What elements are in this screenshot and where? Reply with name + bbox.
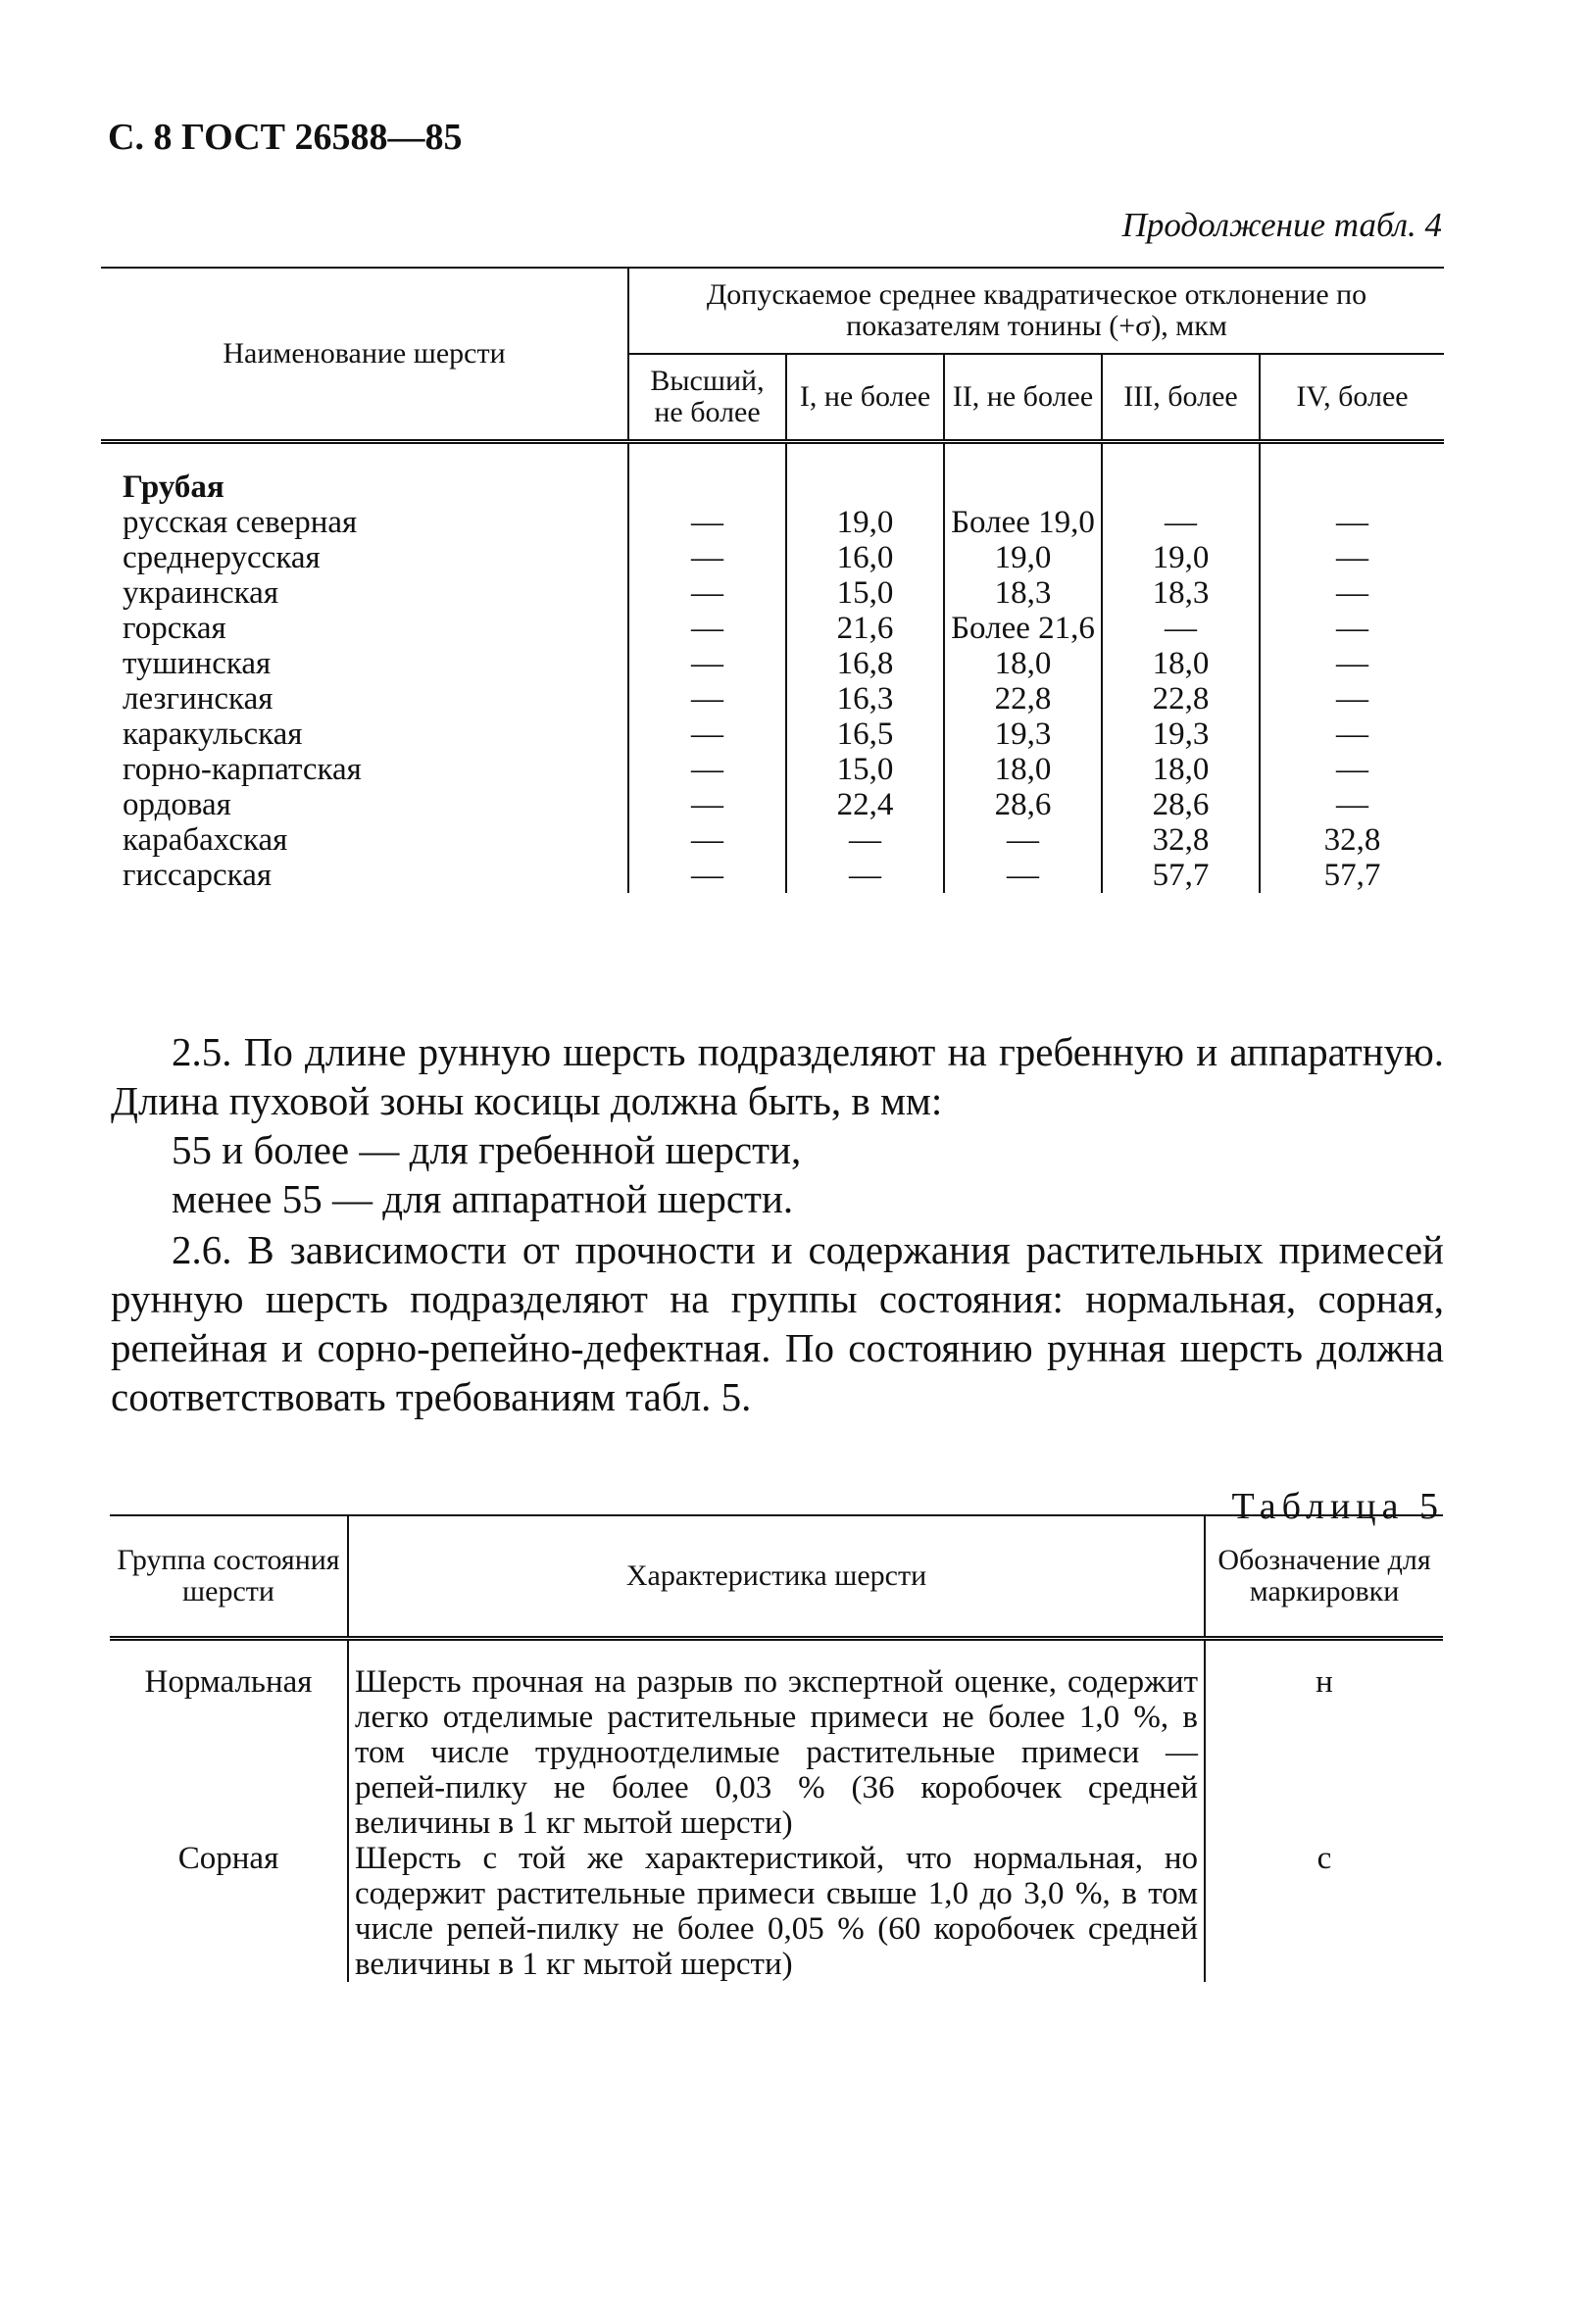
cell: 22,8 bbox=[944, 681, 1102, 717]
wool-name: каракульская bbox=[123, 717, 303, 752]
cell: 18,0 bbox=[1102, 646, 1260, 681]
cell: 18,0 bbox=[944, 646, 1102, 681]
col-header-group: Группа состояния шерсти bbox=[110, 1515, 348, 1639]
col-header-name: Наименование шерсти bbox=[101, 268, 628, 442]
col-header-marking: Обозначение для маркировки bbox=[1205, 1515, 1443, 1639]
cell: — bbox=[944, 858, 1102, 893]
cell: — bbox=[786, 822, 944, 858]
table-row bbox=[101, 822, 1444, 858]
table-5-caption: Таблица 5 bbox=[1231, 1486, 1444, 1527]
wool-name: горно-карпатская bbox=[123, 752, 362, 787]
cell: — bbox=[1102, 611, 1260, 646]
cell: — bbox=[628, 540, 786, 575]
subcol-header: I, не более bbox=[786, 354, 944, 442]
wool-name: украинская bbox=[123, 575, 279, 611]
cell: 19,0 bbox=[786, 505, 944, 540]
cell: — bbox=[944, 822, 1102, 858]
cell: — bbox=[1260, 787, 1444, 822]
group-name: Нормальная bbox=[144, 1664, 313, 1700]
group-name: Сорная bbox=[177, 1841, 279, 1876]
wool-name: ордовая bbox=[123, 787, 231, 822]
cell: — bbox=[1260, 646, 1444, 681]
table-row bbox=[101, 681, 1444, 717]
cell: 16,0 bbox=[786, 540, 944, 575]
description: Шерсть с той же характеристикой, что нормальная, но содержит растительные примеси свыше 1,0 до 3,0 %, в том числе репей-пилку не более 0,05 % (60 коробочек средней величины в 1 кг мытой шерсти) bbox=[348, 1841, 1205, 1982]
table-row bbox=[110, 1841, 1443, 1982]
cell: — bbox=[628, 752, 786, 787]
table-row bbox=[101, 787, 1444, 822]
cell: — bbox=[628, 681, 786, 717]
table-row bbox=[101, 752, 1444, 787]
cell: — bbox=[786, 858, 944, 893]
cell: 15,0 bbox=[786, 752, 944, 787]
subcol-header: Высший, не более bbox=[628, 354, 786, 442]
col-header-group: Допускаемое среднее квадратическое отклонение по показателям тонины (+σ), мкм bbox=[628, 268, 1444, 354]
cell: 32,8 bbox=[1102, 822, 1260, 858]
paragraph-2-6: 2.6. В зависимости от прочности и содержания растительных примесей рунную шерсть подразделяют на группы состояния: нормальная, сорная, репейная и сорно-репейно-дефектная. По состоянию рунная шерсть должна соответствовать требованиям табл. 5. bbox=[111, 1227, 1444, 1419]
cell: 19,3 bbox=[944, 717, 1102, 752]
wool-name: карабахская bbox=[123, 822, 288, 858]
cell: — bbox=[628, 611, 786, 646]
marking: с bbox=[1316, 1841, 1332, 1876]
cell: — bbox=[628, 858, 786, 893]
cell: — bbox=[628, 822, 786, 858]
table-row bbox=[101, 505, 1444, 540]
cell: 22,4 bbox=[786, 787, 944, 822]
table-5 bbox=[110, 1514, 1443, 1982]
cell: — bbox=[628, 575, 786, 611]
cell: 19,0 bbox=[944, 540, 1102, 575]
cell: 15,0 bbox=[786, 575, 944, 611]
cell: 32,8 bbox=[1260, 822, 1444, 858]
table-row bbox=[101, 575, 1444, 611]
cell: 18,3 bbox=[1102, 575, 1260, 611]
cell: — bbox=[1260, 752, 1444, 787]
subcol-header: IV, более bbox=[1260, 354, 1444, 442]
cell: — bbox=[1102, 505, 1260, 540]
wool-name: среднерусская bbox=[123, 540, 321, 575]
group-label: Грубая bbox=[123, 470, 224, 505]
table-row bbox=[110, 1639, 1443, 1842]
cell: 18,0 bbox=[944, 752, 1102, 787]
cell: 28,6 bbox=[1102, 787, 1260, 822]
cell: 18,3 bbox=[944, 575, 1102, 611]
paragraph-2-5-item-2: менее 55 — для аппаратной шерсти. bbox=[172, 1176, 794, 1221]
cell: 16,8 bbox=[786, 646, 944, 681]
wool-name: горская bbox=[123, 611, 226, 646]
wool-name: гиссарская bbox=[123, 858, 273, 893]
cell: Более 19,0 bbox=[944, 505, 1102, 540]
wool-name: русская северная bbox=[123, 505, 358, 540]
cell: 22,8 bbox=[1102, 681, 1260, 717]
table-row bbox=[101, 858, 1444, 893]
cell: — bbox=[1260, 717, 1444, 752]
table-continuation-label: Продолжение табл. 4 bbox=[1121, 206, 1442, 244]
cell: Более 21,6 bbox=[944, 611, 1102, 646]
paragraph-2-5: 2.5. По длине рунную шерсть подразделяют на гребенную и аппаратную. Длина пуховой зоны косицы должна быть, в мм: bbox=[111, 1029, 1444, 1123]
table-row bbox=[101, 611, 1444, 646]
cell: 19,0 bbox=[1102, 540, 1260, 575]
subcol-header: II, не более bbox=[944, 354, 1102, 442]
cell: 57,7 bbox=[1102, 858, 1260, 893]
cell: — bbox=[628, 717, 786, 752]
subcol-header: III, более bbox=[1102, 354, 1260, 442]
cell: 57,7 bbox=[1260, 858, 1444, 893]
cell: — bbox=[628, 505, 786, 540]
cell: — bbox=[1260, 575, 1444, 611]
cell: 28,6 bbox=[944, 787, 1102, 822]
table-row bbox=[101, 717, 1444, 752]
cell: — bbox=[628, 646, 786, 681]
page-header: С. 8 ГОСТ 26588—85 bbox=[108, 117, 463, 158]
cell: — bbox=[628, 787, 786, 822]
cell: 16,3 bbox=[786, 681, 944, 717]
cell: — bbox=[1260, 611, 1444, 646]
cell: 16,5 bbox=[786, 717, 944, 752]
cell: 18,0 bbox=[1102, 752, 1260, 787]
cell: 21,6 bbox=[786, 611, 944, 646]
table-row bbox=[101, 540, 1444, 575]
table-row bbox=[101, 646, 1444, 681]
table-4 bbox=[101, 267, 1444, 893]
marking: н bbox=[1316, 1664, 1333, 1700]
col-header-description: Характеристика шерсти bbox=[348, 1515, 1205, 1639]
cell: — bbox=[1260, 505, 1444, 540]
cell: — bbox=[1260, 681, 1444, 717]
cell: — bbox=[1260, 540, 1444, 575]
cell: 19,3 bbox=[1102, 717, 1260, 752]
wool-name: тушинская bbox=[123, 646, 272, 681]
wool-name: лезгинская bbox=[123, 681, 273, 717]
paragraph-2-5-item-1: 55 и более — для гребенной шерсти, bbox=[172, 1127, 802, 1172]
description: Шерсть прочная на разрыв по экспертной оценке, содержит легко отделимые растительные примеси не более 1,0 %, в том числе трудноотделимые растительные примеси — репей-пилку не более 0,03 % (36 коробочек средней величины в 1 кг мытой шерсти) bbox=[348, 1639, 1205, 1842]
